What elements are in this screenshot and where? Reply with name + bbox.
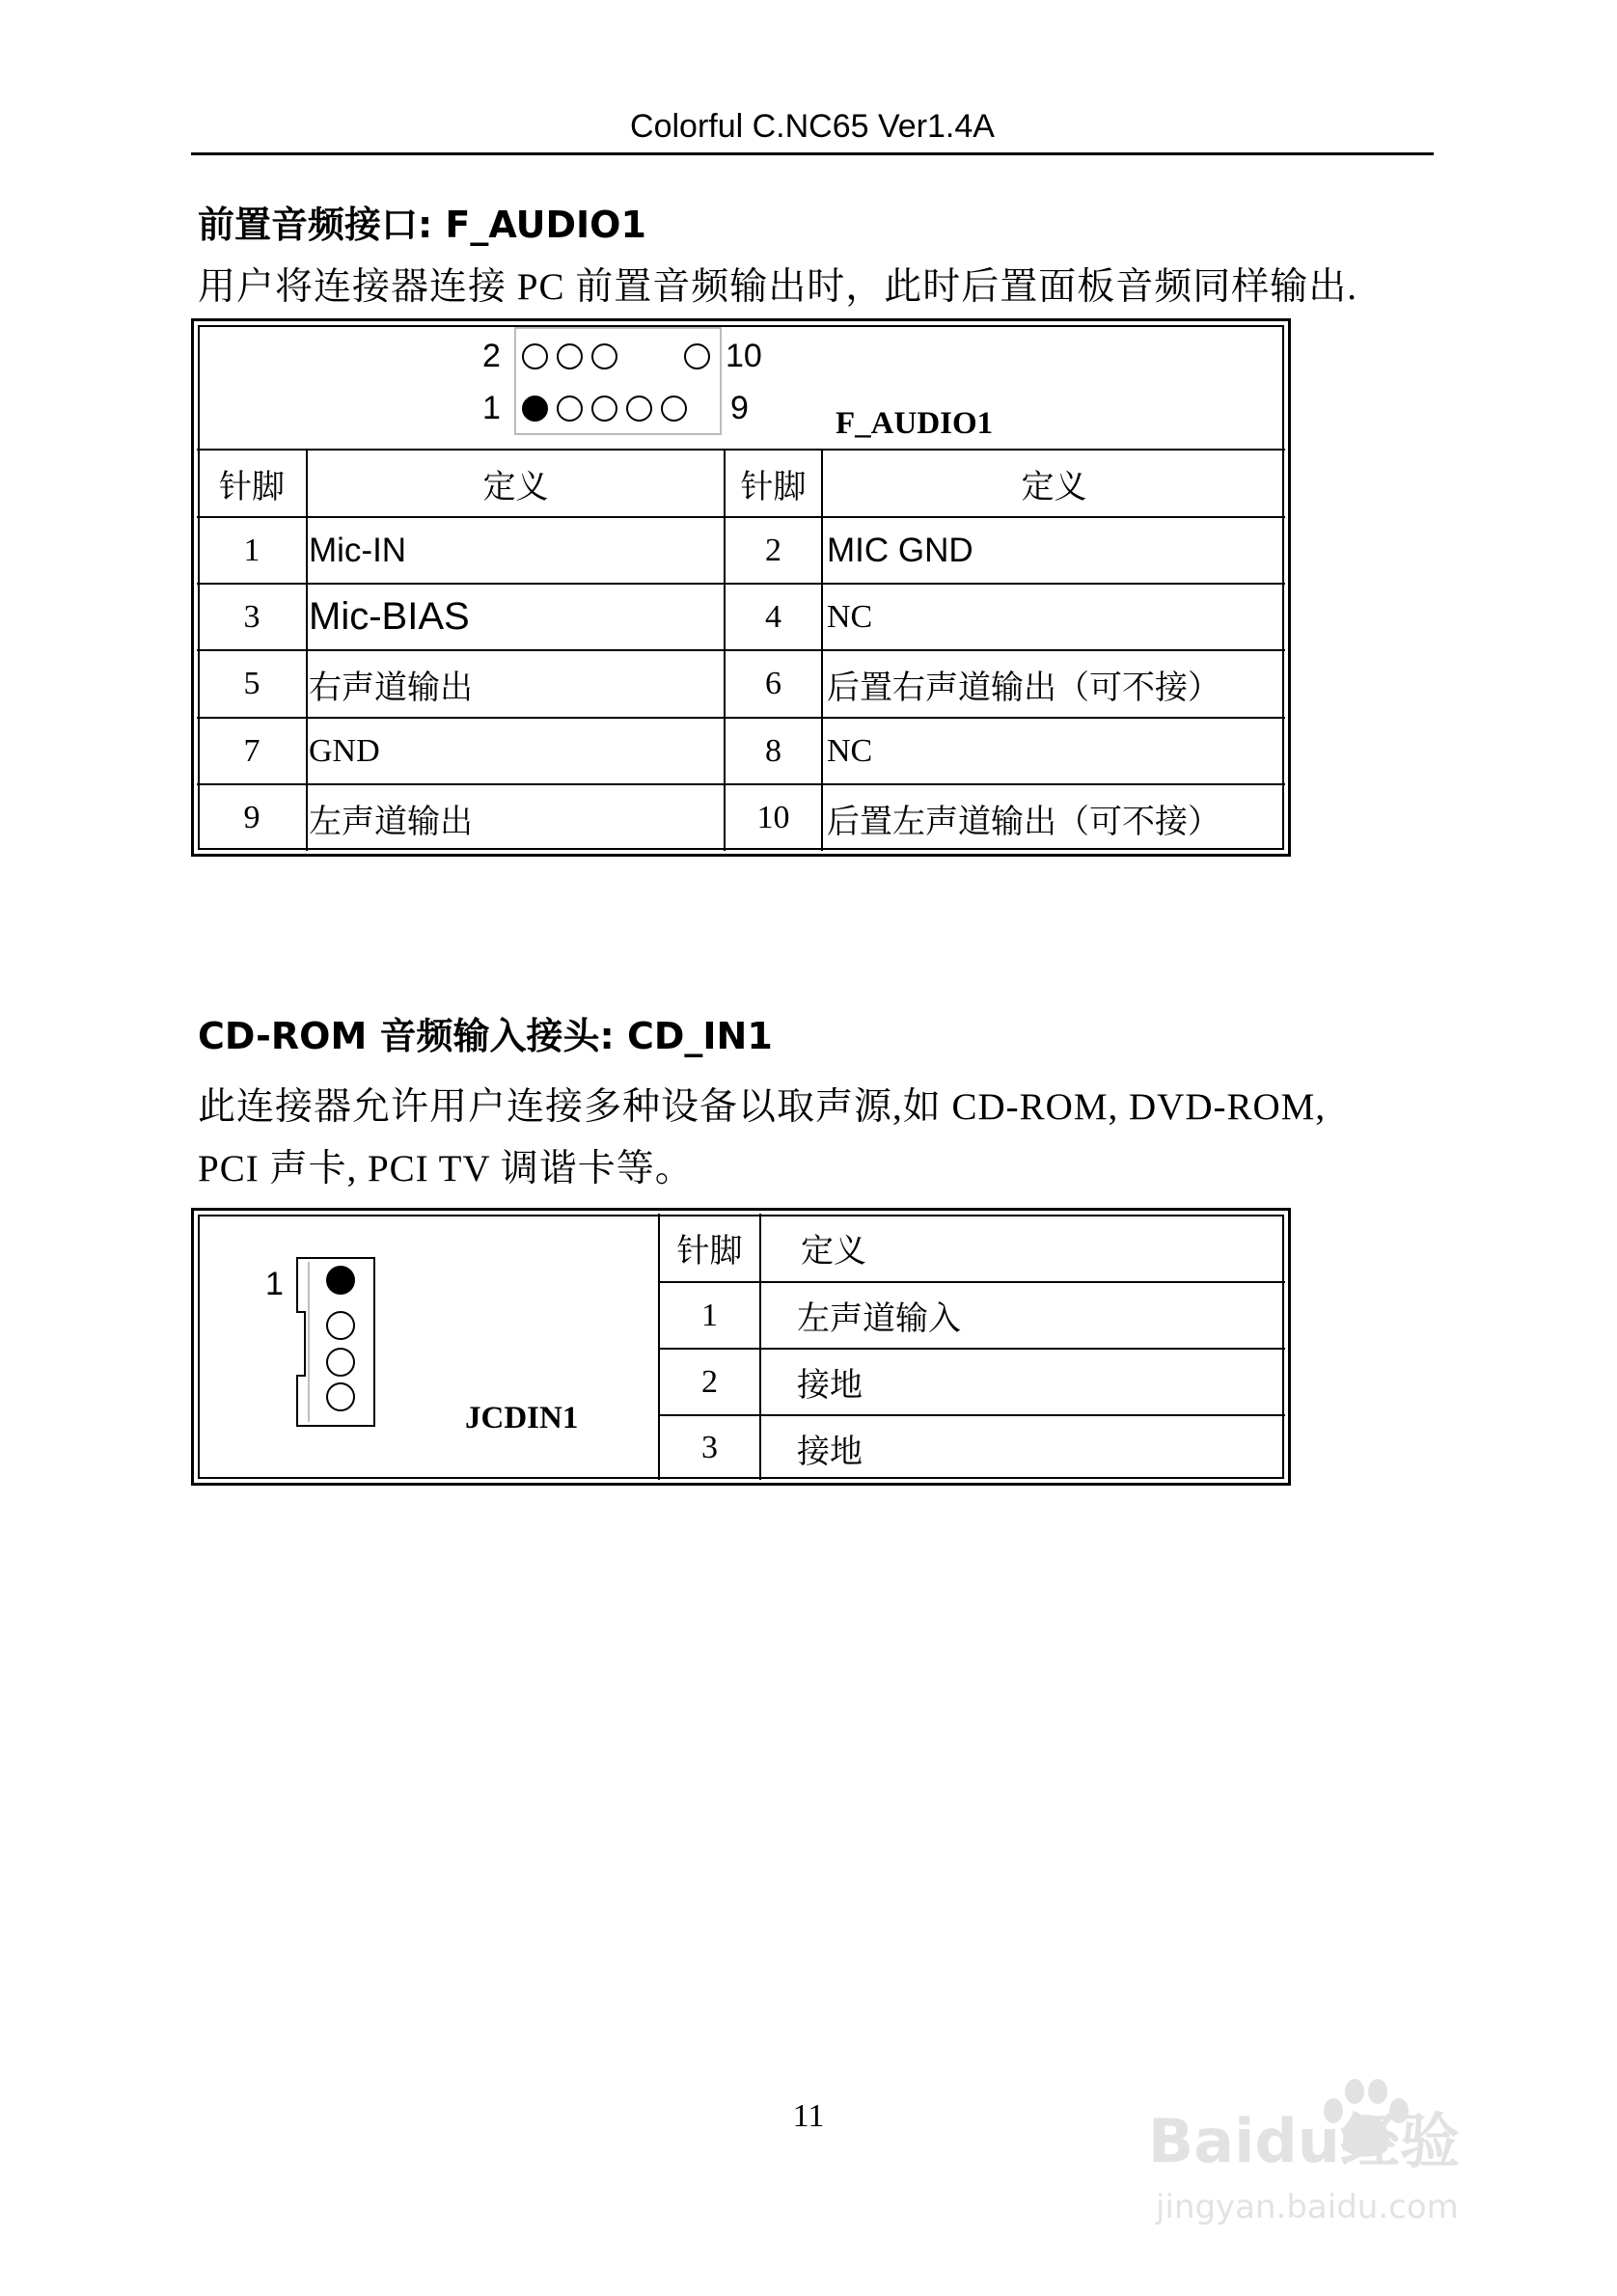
column-header-pin-a: 针脚: [219, 467, 285, 506]
column-header-pin: 针脚: [676, 1231, 743, 1271]
pin-1-icon: [522, 396, 548, 422]
definition-cell: Mic-IN: [309, 531, 407, 569]
pin-9-icon: [661, 396, 687, 422]
pin-label-10: 10: [726, 338, 762, 374]
definition-cell: Mic-BIAS: [309, 595, 470, 638]
section-description-line-2: PCI 声卡, PCI TV 调谐卡等。: [198, 1148, 694, 1189]
definition-cell: 接地: [797, 1366, 863, 1405]
pin-5-icon: [591, 396, 617, 422]
pin-label-2: 2: [482, 338, 501, 374]
column-header-def-a: 定义: [482, 467, 549, 506]
pin-7-icon: [626, 396, 652, 422]
baidu-watermark: [1138, 2074, 1544, 2248]
definition-cell: MIC GND: [827, 531, 973, 569]
column-header-def-b: 定义: [1021, 467, 1087, 506]
page-number: 11: [792, 2098, 825, 2134]
connector-name-f-audio: F_AUDIO1: [836, 406, 994, 441]
pin-cell: 2: [765, 532, 781, 568]
definition-cell: NC: [827, 732, 873, 769]
pin-cell: 8: [765, 732, 781, 769]
pin-3-icon: [326, 1348, 355, 1377]
pin-2-icon: [326, 1311, 355, 1340]
definition-cell: 接地: [797, 1432, 863, 1471]
pin-cell: 1: [243, 532, 260, 568]
pin-label-1: 1: [482, 390, 501, 426]
pin-cell: 5: [243, 666, 260, 701]
definition-cell: GND: [309, 732, 380, 769]
pin-cell: 9: [243, 800, 260, 835]
section-description-f-audio: 用户将连接器连接 PC 前置音频输出时，此时后置面板音频同样输出.: [198, 266, 1357, 308]
pin-cell: 2: [701, 1363, 718, 1400]
definition-cell: 后置右声道输出（可不接）: [827, 668, 1220, 707]
column-header-def: 定义: [801, 1231, 866, 1271]
section-description-line-1: 此连接器允许用户连接多种设备以取声源,如 CD-ROM, DVD-ROM,: [198, 1086, 1327, 1128]
header-rule: [191, 152, 1434, 155]
pin-cell: 6: [765, 666, 781, 701]
connector-outline: [514, 327, 722, 435]
header-title: Colorful C.NC65 Ver1.4A: [630, 108, 995, 145]
pin-cell: 4: [765, 598, 781, 635]
pin-10-icon: [684, 343, 710, 369]
pin-label-9: 9: [730, 390, 749, 426]
pin-cell: 1: [701, 1297, 718, 1333]
watermark-logo-text: Baidu经验: [1148, 2106, 1460, 2176]
definition-cell: NC: [827, 598, 873, 635]
definition-cell: 左声道输入: [797, 1299, 961, 1338]
pin-cell: 3: [243, 598, 260, 635]
pin-3-icon: [557, 396, 583, 422]
pin-4-icon: [326, 1382, 355, 1411]
pin-1-icon: [326, 1266, 355, 1295]
connector-name-cd-in: JCDIN1: [465, 1401, 579, 1435]
pin-cell: 10: [756, 800, 790, 835]
pin-label-1: 1: [265, 1266, 284, 1302]
column-header-pin-b: 针脚: [740, 467, 807, 506]
section-heading-f-audio: 前置音频接口: F_AUDIO1: [198, 204, 646, 246]
pin-6-icon: [591, 343, 617, 369]
definition-cell: 左声道输出: [309, 802, 473, 841]
pin-4-icon: [557, 343, 583, 369]
pin-cell: 3: [701, 1430, 718, 1465]
section-heading-cd-in: CD-ROM 音频输入接头: CD_IN1: [198, 1015, 773, 1057]
pin-2-icon: [522, 343, 548, 369]
definition-cell: 右声道输出: [309, 668, 473, 707]
definition-cell: 后置左声道输出（可不接）: [827, 802, 1220, 841]
pin-cell: 7: [243, 732, 260, 769]
watermark-url: jingyan.baidu.com: [1156, 2188, 1459, 2227]
